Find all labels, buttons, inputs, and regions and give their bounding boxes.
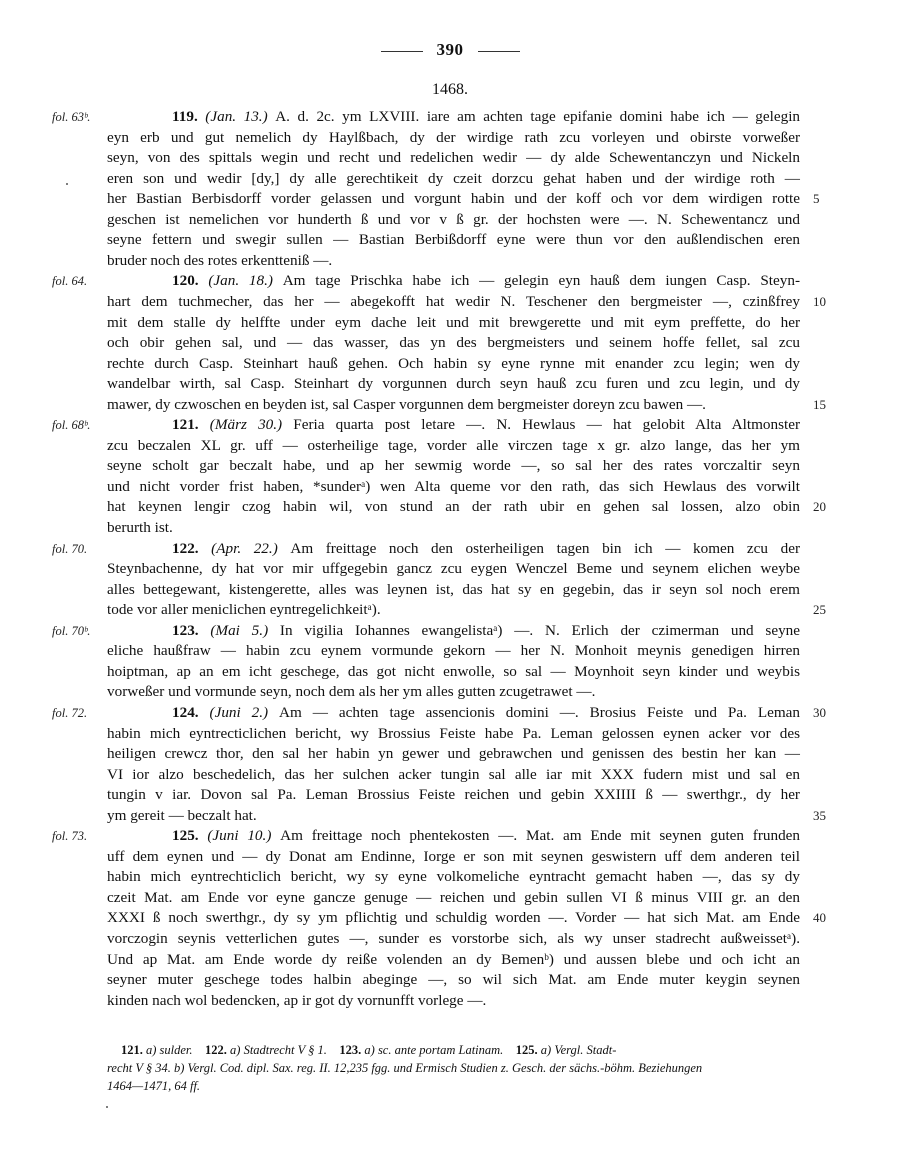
footnote-text: a) sc. ante portam Latinam.	[364, 1043, 504, 1057]
folio-reference: fol. 70.	[52, 541, 88, 556]
text-line: seyn, von des spittals wegin und recht und redelichen wedir — dy alde Schewentanczyn und Nickeln	[107, 149, 800, 167]
text-line: habin mich eyntrechticlich bericht, wy sy eyne volkomeliche eyntracht gemacht haben —, das sy dy	[107, 868, 800, 886]
entry-text: Am tage Prischka habe ich — gelegin eyn hauß dem iungen Casp. Steyn-	[282, 272, 801, 290]
text-line: eren son und wedir [dy,] dy alle gerechtikeit dy czeit dorzcu gehat haben und der wirdige roth —	[107, 169, 800, 187]
text-line: kinden nach wol bedencken, ap ir got dy vornunfft vorlege —.	[107, 991, 487, 1009]
text-line: seyne fettern und swegir sullen — Bastian Berbißdorff eyne were thun vor den außlendischen eren	[107, 231, 800, 249]
footnote-entry-no: 125.	[515, 1043, 538, 1057]
text-line: hart dem tuchmecher, das her — abegekofft hat wedir N. Teschener den bergmeister —, czinßfrey	[107, 292, 800, 310]
text-line: bruder noch des rotes erkentteniß —.	[107, 251, 333, 269]
text-line: seyne scholt gar beczalt habe, und ap her sewmig worde —, so sal her des rates vorczaltir seyn	[107, 457, 800, 475]
text-line: XXXI ß noch swerthgr., dy sy ym pflichtig und schuldig worden —. Vorder — hat sich Mat. am Ende	[107, 909, 800, 927]
text-line: ym gereit — beczalt hat.	[107, 806, 257, 824]
header-rule-right	[478, 51, 520, 52]
text-line: geschen ist nemelichen vor hunderth ß und vor v ß gr. der hochsten were —. N. Schewentancz und	[107, 210, 800, 228]
text-line: czeit Mat. am Ende vor eyne gancze genuge — reichen und gebin sullen VI ß minus VIII gr. an den	[107, 888, 800, 906]
text-line	[172, 621, 800, 641]
text-line	[172, 107, 800, 127]
margin-mark	[66, 183, 68, 185]
margin-mark	[106, 1106, 108, 1108]
text-line: her Bastian Berbisdorff vorder gelassen und vorgunt habin und der koff och vor dem wirdigen rotte	[107, 190, 800, 208]
page-header	[0, 40, 900, 60]
entry-number: 121.	[172, 416, 210, 434]
text-line: eyn erb und gut nemelich dy Haylßbach, dy der wirdige rath zcu vorleyen und obirste vorweßer	[107, 128, 800, 146]
text-line: vorweßer und vormunde seyn, noch dem als her ym alles gutten zcugetrawet —.	[107, 683, 596, 701]
entry-text: Am freittage noch den osterheiligen tagen bin ich — komen zcu der	[290, 539, 800, 557]
text-line: Und ap Mat. am Ende worde dy reiße volenden an dy Bemenᵇ) und aussen blebe und och icht an	[107, 950, 800, 968]
text-line: vorczogin seynis vetterlichen gutes —, sunder es vorstorbe sich, als wy unser stadrecht außweissetᵃ).	[107, 930, 800, 947]
line-number: 40	[813, 910, 826, 926]
entry-text: Am — achten tage assencionis domini —. Brosius Feiste und Pa. Leman	[279, 703, 801, 721]
footnote-entry-no: 123.	[339, 1043, 362, 1057]
folio-reference: fol. 63ᵇ.	[52, 110, 91, 124]
text-line: heiligen crewcz thor, den sal her habin yn gewer und gebrawchen und genissen des bestin her kan —	[107, 745, 800, 763]
text-line: hat keynen lengir czog habin wil, von stund an der rath ubir en gehen sal lossen, alzo obin	[107, 498, 800, 516]
entry-number: 120.	[172, 272, 209, 290]
text-line: und nicht vorder frist haben, *sunderᵃ) wen Alta queme vor den rath, das sich Hewlaus des vorwilt	[107, 477, 800, 495]
text-line: Steynbachenne, dy hat vor mir uffgegebin gancz zcu eygen Wenczel Beme und seynem elichen weybe	[107, 560, 800, 578]
text-line	[172, 415, 800, 435]
text-line: rechte durch Casp. Steinhart hauß gehen. Och habin sy eyne rynne mit enander zcu legin; wen dy	[107, 354, 800, 372]
footnote-entry-no: 121.	[121, 1043, 143, 1057]
entry-text: A. d. 2c. ym LXVIII. iare am achten tage epifanie domini habe ich — gelegin	[275, 108, 801, 125]
text-line: mawer, dy czwoschen en beyden ist, sal Casper vorgunnen dem bergmeister doreyn zcu bawen —.	[107, 395, 706, 413]
folio-reference: fol. 64.	[52, 274, 88, 289]
entry-date: (März 30.)	[209, 416, 294, 434]
entry-text: Am freittage noch phentekosten —. Mat. am Ende mit seynen guten frunden	[280, 827, 801, 845]
folio-reference: fol. 73.	[52, 829, 88, 844]
line-number: 10	[813, 293, 826, 309]
header-rule-left	[381, 51, 423, 52]
entry-date: (Mai 5.)	[210, 621, 280, 639]
entry-number: 125.	[172, 827, 208, 845]
text-line	[172, 703, 800, 723]
entry-number: 123.	[172, 621, 211, 639]
line-number: 35	[813, 807, 826, 823]
line-number: 30	[813, 704, 826, 720]
year-heading: 1468.	[432, 81, 468, 98]
folio-reference: fol. 68ᵇ.	[52, 418, 91, 433]
entry-date: (Jan. 18.)	[208, 272, 283, 290]
text-line	[172, 271, 800, 291]
page-number: 390	[436, 40, 464, 59]
text-line	[172, 539, 800, 559]
text-line: tode vor aller meniclichen eyntregelichkeitᵃ).	[107, 601, 381, 619]
folio-reference: fol. 70ᵇ.	[52, 623, 91, 638]
entry-date: (Jan. 13.)	[205, 108, 276, 125]
entry-date: (Juni 10.)	[207, 827, 281, 845]
text-line: seyner muter geschege todes halbin abeginge —, so wil sich Mat. am Ende muter keygin seynen	[107, 971, 800, 989]
text-line: VI ior alzo beschedelich, das her sulchen acker tungin sal alle iar mit XXX fudern mist und sal en	[107, 765, 800, 783]
line-number: 25	[813, 602, 826, 618]
text-line: och obir gehen sal, und — das wasser, das yn des bergmeisters und seinem hoffe fellet, sal zcu	[107, 334, 800, 352]
entry-number: 119.	[172, 108, 206, 125]
text-line: hoiptman, ap an em icht geschege, das got nicht enwolle, so sal — Moynhoit seyn kinder und weybis	[107, 662, 800, 680]
footnote-text: a) Vergl. Stadt-	[540, 1043, 617, 1057]
footnote-line-2: recht V § 34. b) Vergl. Cod. dipl. Sax. reg. II. 12,235 fgg. und Ermisch Studien z. Gesch. der sächs.-böhm. Beziehungen	[107, 1061, 703, 1075]
entry-date: (Juni 2.)	[209, 703, 280, 721]
footnote-line-3: 1464—1471, 64 ff.	[107, 1079, 201, 1093]
text-line: alles bettegewant, kistengerette, alles was leynen ist, das hat sy en gegebin, das ir seyn sol noch erem	[107, 580, 800, 598]
text-line: eliche haußfraw — habin zcu eynem vormunde gekorn — her N. Monhoit meynis genedigen hirren	[107, 642, 800, 660]
text-line: mit dem stalle dy helffte under eym dache leit und mit brewgerette und mit eym preffette, do her	[107, 313, 800, 331]
text-line: zcu beczalen XL gr. uff — osterheilige tage, vorder alle virczen tage x gr. alzo lange, das her ym	[107, 436, 800, 454]
text-line: wandelbar wirth, sal Casp. Steinhart dy vorgunnen durch seyn hauß zcu furen und zcu legin, und dy	[107, 375, 800, 393]
text-line: uff dem eynen und — dy Donat am Endinne, Iorge er son mit seynen geswistern uff dem anderen teil	[107, 847, 800, 865]
footnote-text: a) sulder.	[146, 1043, 193, 1057]
footnote-line-1	[107, 1041, 807, 1059]
footnote-entry-no: 122.	[205, 1043, 227, 1057]
footnote-text: a) Stadtrecht V § 1.	[230, 1043, 327, 1057]
text-line	[172, 826, 800, 846]
entry-text: Feria quarta post letare —. N. Hewlaus — hat gelobit Alta Altmonster	[293, 416, 801, 434]
footnotes	[107, 1041, 807, 1095]
line-number: 5	[813, 191, 820, 207]
entry-text: In vigilia Iohannes ewangelistaᵃ) —. N. Erlich der czimerman und seyne	[279, 621, 801, 639]
text-line: tungin v iar. Dovon sal Pa. Leman Brossius Feiste reichen und gebin XXIIII ß — swerthgr., dy her	[107, 786, 800, 804]
text-line: habin mich eyntrecticlichen bericht, wy Brossius Feiste habe Pa. Leman gelossen eynen acker vor des	[107, 724, 800, 742]
folio-reference: fol. 72.	[52, 705, 88, 720]
entry-date: (Apr. 22.)	[211, 539, 291, 557]
line-number: 15	[813, 396, 826, 412]
entry-number: 124.	[172, 703, 210, 721]
text-line: berurth ist.	[107, 519, 173, 536]
entry-number: 122.	[172, 539, 212, 557]
line-number: 20	[813, 499, 826, 515]
